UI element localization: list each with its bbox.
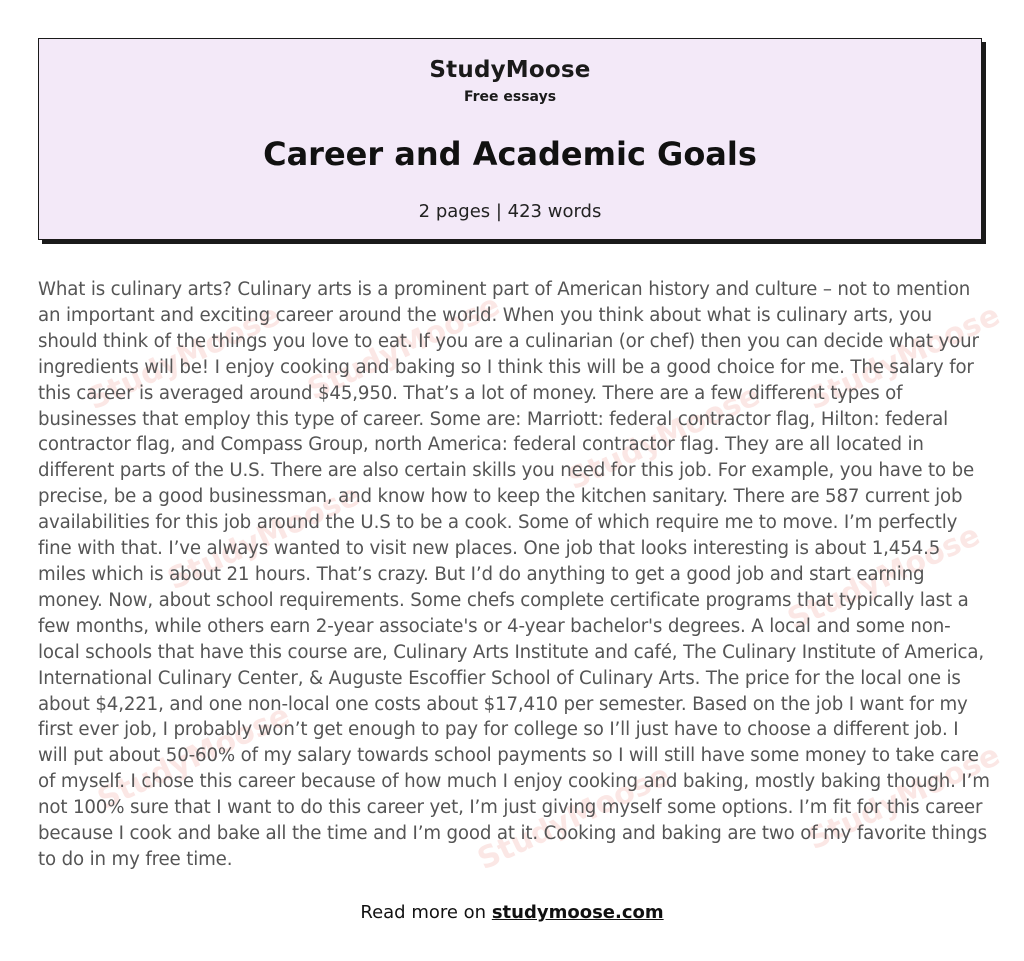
watermark: StudyMoose [82, 297, 286, 418]
watermark: StudyMoose [302, 287, 506, 408]
essay-body: What is culinary arts? Culinary arts is a prominent part of American history and culture – not to mention an important and exciting career around the world. When you think about what is culinary arts, you should think of the things you love to eat. If you are a culinarian (or chef) then you can decide what your ingredients will be! I enjoy cooking and baking so I think this will be a good choice for me. The salary for this career is averaged around $45,950. That’s a lot of money. There are a few different types of businesses that employ this type of career. Some are: Marriott: federal contractor flag, Hilton: federal contractor flag, and Compass Group, north America: federal contractor flag. They are all located in different parts of the U.S. There are also certain skills you need for this job. For example, you have to be precise, be a good businessman, and know how to keep the kitchen sanitary. There are 587 current job availabilities for this job around the U.S to be a cook. Some of which require me to move. I’m perfectly fine with that. I’ve always wanted to visit new places. One job that looks interesting is about 1,454.5 miles which is about 21 hours. That’s crazy. But I’d do anything to get a good job and start earning money. Now, about school requirements. Some chefs complete certificate programs that typically last a few months, while others earn 2-year associate's or 4-year bachelor's degrees. A local and some non-local schools that have this course are, Culinary Arts Institute and café, The Culinary Institute of America, International Culinary Center, & Auguste Escoffier School of Culinary Arts. The price for the local one is about $4,221, and one non-local one costs about $17,410 per semester. Based on the job I want for my first ever job, I probably won’t get enough to pay for college so I’ll just have to choose a different job. I will put about 50-60% of my salary towards school payments so I will still have some money to take care of myself. I chose this career because of how much I enjoy cooking and baking, mostly baking though. I’m not 100% sure that I want to do this career yet, I’m just giving myself some options. I’m fit for this career because I cook and bake all the time and I’m good at it. Cooking and baking are two of my favorite things to do in my free time. [38, 279, 990, 870]
read-more-prefix: Read more on [360, 902, 487, 923]
essay-title: Career and Academic Goals [263, 135, 757, 173]
watermark: StudyMoose [782, 517, 986, 638]
watermark: StudyMoose [802, 737, 1006, 858]
watermark: StudyMoose [562, 377, 766, 498]
studymoose-link[interactable]: studymoose.com [491, 902, 664, 923]
watermark: StudyMoose [162, 477, 366, 598]
brand-tagline: Free essays [463, 89, 557, 105]
watermark: StudyMoose [92, 697, 296, 818]
read-more-footer [0, 902, 1024, 923]
brand-logo[interactable]: StudyMoose [429, 57, 591, 83]
essay-header-card [38, 38, 982, 240]
watermark: StudyMoose [472, 757, 676, 878]
watermark: StudyMoose [802, 297, 1006, 418]
essay-meta: 2 pages | 423 words [418, 201, 602, 222]
